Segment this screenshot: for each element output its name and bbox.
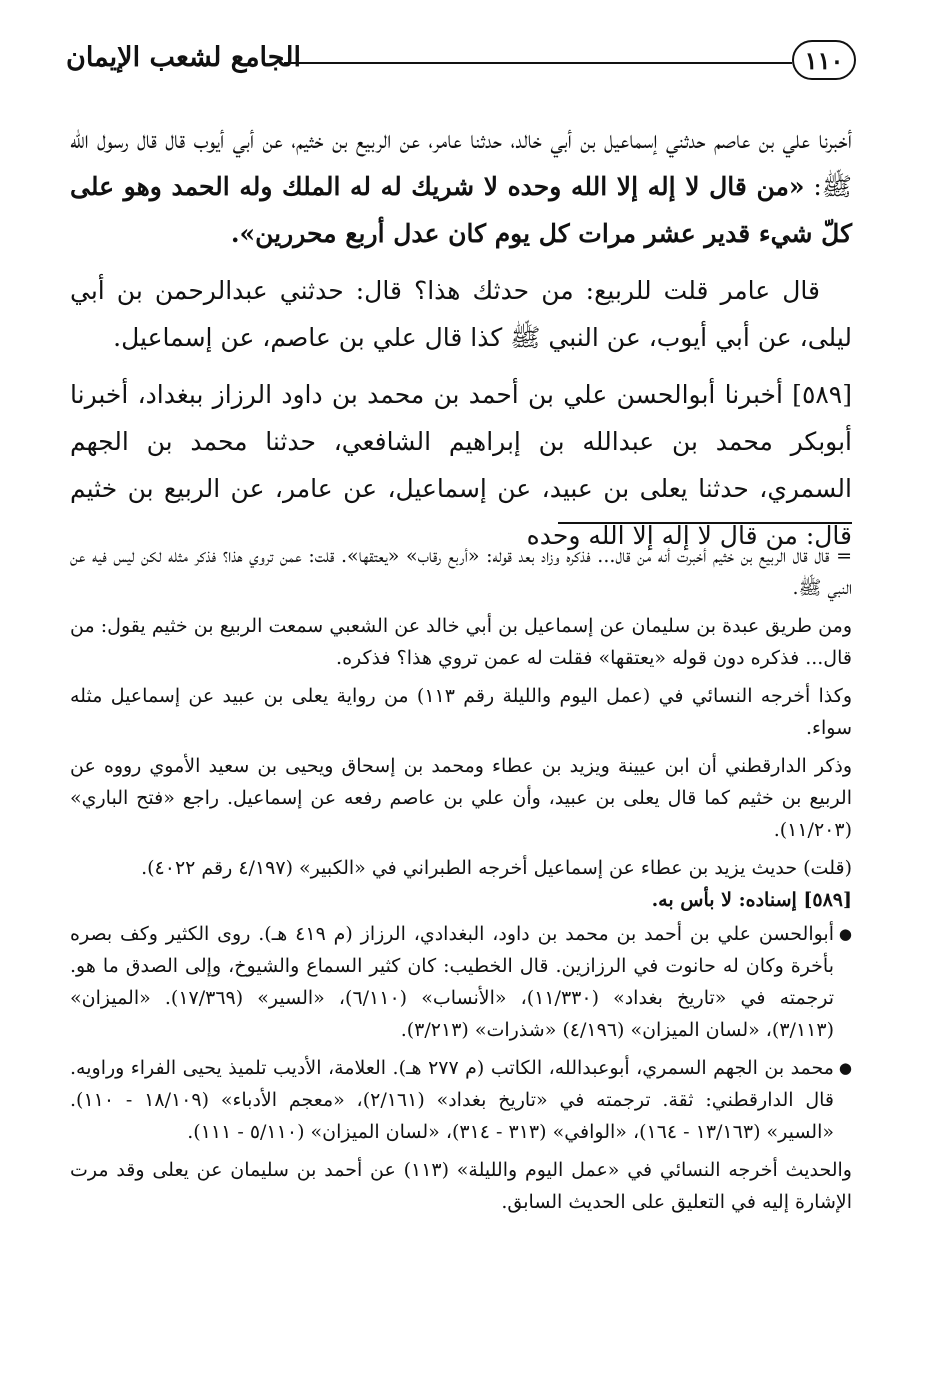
bullet-icon: ●	[838, 1059, 852, 1077]
page-number: ١١٠	[792, 40, 856, 80]
isnad-label: [٥٨٩] إسناده:	[732, 889, 852, 911]
narrator-item	[70, 1052, 852, 1148]
bullet-icon: ●	[838, 925, 852, 943]
page-header	[66, 38, 856, 88]
footnote-divider	[558, 522, 852, 524]
hadith-chain: أخبرنا علي بن عاصم حدثني إسماعيل بن أبي خالد، حدثنا عامر، عن الربيع بن خثيم، عن أبي أيوب قال قال رسول الله ﷺ:	[70, 125, 852, 201]
footnote-tabarani: (قلت) حديث يزيد بن عطاء عن إسماعيل أخرجه الطبراني في «الكبير» (٤/١٩٧ رقم ٤٠٢٢).	[141, 857, 852, 879]
narrator-list	[70, 918, 852, 1148]
narrator-text: أبوالحسن علي بن أحمد بن محمد بن داود، البغدادي، الرزاز (م ٤١٩ هـ). روى الكثير وكف بصره بأخرة وكان له حانوت في الرزازين. قال الخطيب: كان كثير السماع والشيوخ، وإلى الصدق ما هو. ترجمته في «تاريخ بغداد» (١١/٣٣٠)، «الأنساب» (٦/١١٠)، «السير» (١٧/٣٦٩). «الميزان» (٣/١١٣)، «لسان الميزان» (٤/١٩٦) «شذرات» (٣/٢١٣).	[70, 923, 834, 1041]
header-rule	[284, 62, 792, 64]
paragraph-hadith	[70, 116, 852, 257]
footnote-daraqutni: وذكر الدارقطني أن ابن عيينة ويزيد بن عطاء ومحمد بن إسحاق ويحيى بن سعيد الأموي رووه عن الربيع بن خثيم كما قال يعلى بن عبيد، وأن علي بن عاصم رفعه عن إسماعيل. راجع «فتح الباري» (١١/٢٠٣).	[70, 755, 852, 841]
footnotes	[70, 540, 852, 1224]
narrator-text: محمد بن الجهم السمري، أبوعبدالله، الكاتب (م ٢٧٧ هـ). العلامة، الأديب تلميذ يحيى الفراء وراويه. قال الدارقطني: ثقة. ترجمته في «تاريخ بغداد» (٢/١٦١)، «معجم الأدباء» (١٨/١٠٩ - ١١٠). «السير» (١٣/١٦٣ - ١٦٤)، «الوافي» (٣١٣ - ٣١٤)، «لسان الميزان» (٥/١١٠ - ١١١).	[70, 1057, 835, 1143]
hadith-text: «من قال لا إله إلا الله وحده لا شريك له له الملك وله الحمد وهو على كلّ شيء قدير عشر مرات كل يوم كان عدل أربع محررين».	[70, 172, 852, 248]
book-title: الجامع لشعب الإيمان	[66, 42, 301, 73]
narrator-item	[70, 918, 852, 1046]
paragraph-589: [٥٨٩] أخبرنا أبوالحسن علي بن أحمد بن محمد بن داود الرزاز ببغداد، أخبرنا أبوبكر محمد بن عبدالله بن إبراهيم الشافعي، حدثنا محمد بن الجهم السمري، حدثنا يعلى بن عبيد، عن إسماعيل، عن عامر، عن الربيع بن خثيم قال: من قال لا إله إلا الله وحده	[70, 380, 852, 550]
footnote-continuation: = قال قال الربيع بن خثيم أخبرت أنه من قال... فذكره وزاد بعد قوله: «أربع رقاب» «يعتقها». قلت: عمن تروي هذا؟ فذكر مثله لكن ليس فيه عن النبي ﷺ.	[70, 545, 852, 599]
footnote-final: والحديث أخرجه النسائي في «عمل اليوم والليلة» (١١٣) عن أحمد بن سليمان عن يعلى وقد مرت الإشارة إليه في التعليق على الحديث السابق.	[70, 1159, 852, 1213]
footnote-isnad	[70, 884, 852, 916]
footnote-nasai: وكذا أخرجه النسائي في (عمل اليوم والليلة رقم ١١٣) من رواية يعلى بن عبيد عن إسماعيل مثله سواء.	[70, 685, 852, 739]
main-text	[70, 116, 852, 569]
paragraph-amir: قال عامر قلت للربيع: من حدثك هذا؟ قال: حدثني عبدالرحمن بن أبي ليلى، عن أبي أيوب، عن النبي ﷺ كذا قال علي بن عاصم، عن إسماعيل.	[70, 276, 852, 352]
footnote-abda: ومن طريق عبدة بن سليمان عن إسماعيل بن أبي خالد عن الشعبي سمعت الربيع بن خثيم يقول: من قال... فذكره دون قوله «يعتقها» فقلت له عمن تروي هذا؟ فذكره.	[70, 615, 852, 669]
isnad-value: لا بأس به.	[651, 889, 732, 911]
